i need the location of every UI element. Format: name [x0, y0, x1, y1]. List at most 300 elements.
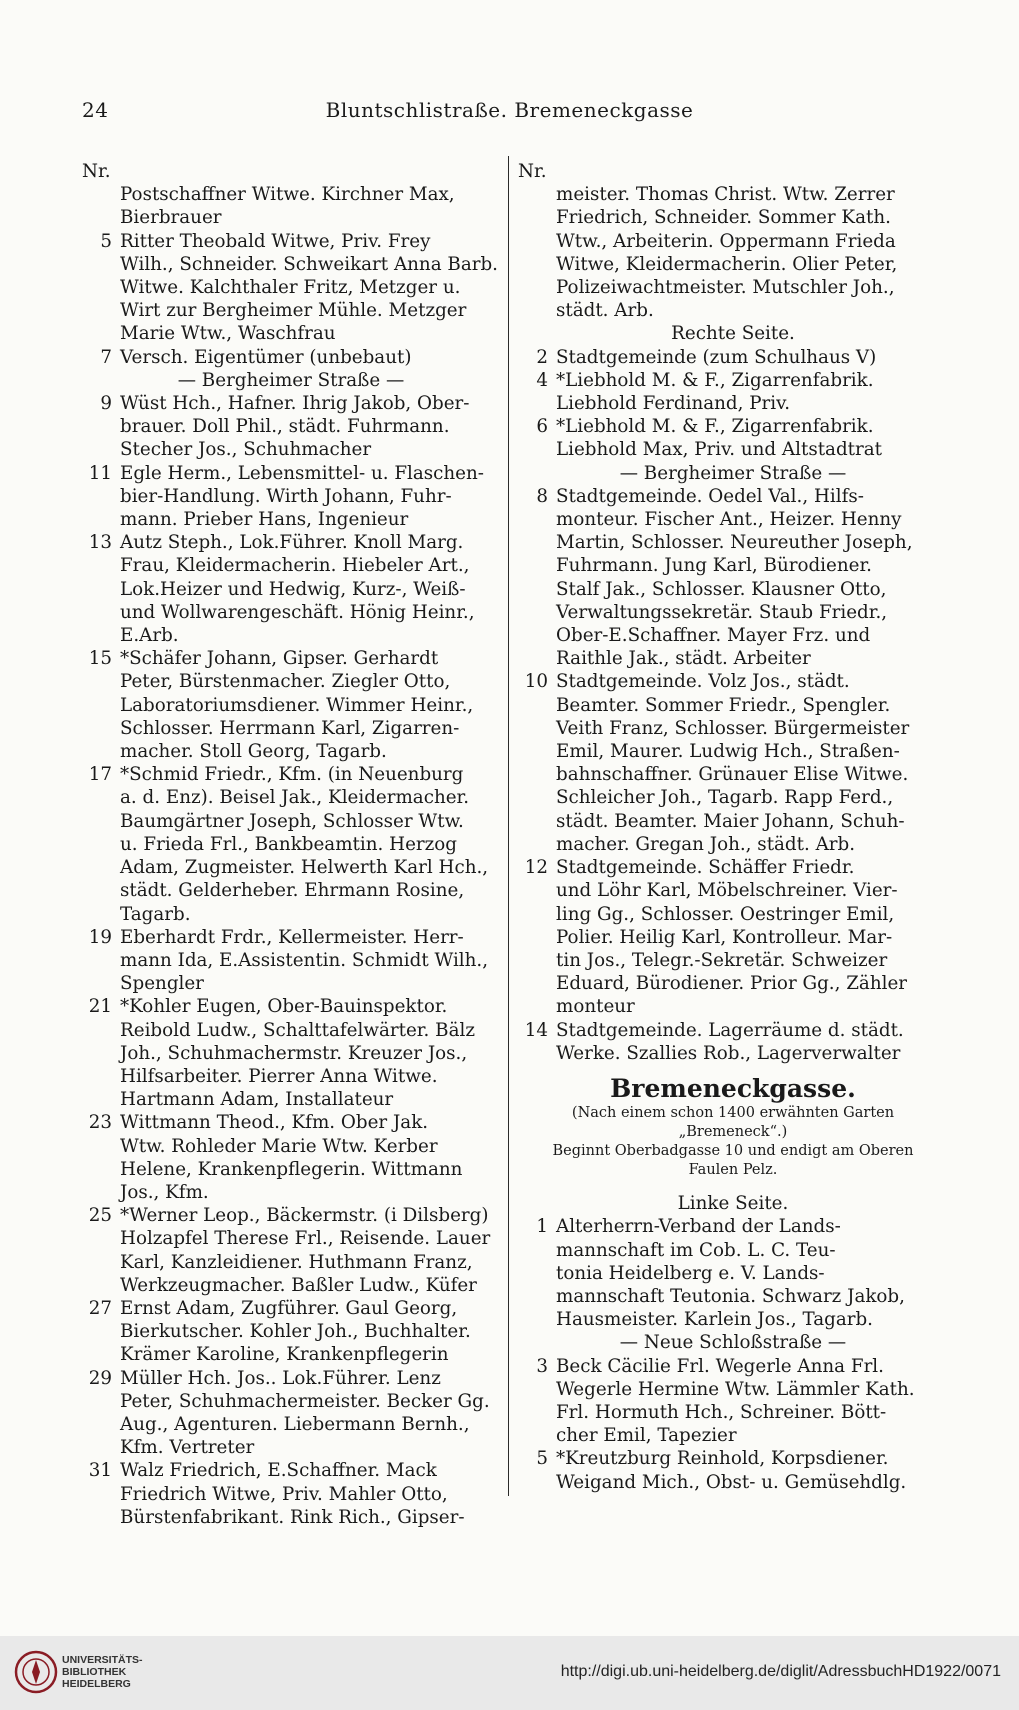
entry-text: Wilh., Schneider. Schweikart Anna Barb. [120, 253, 498, 275]
entry-text: Lok.Heizer und Hedwig, Kurz-, Weiß- [120, 578, 466, 600]
entry-text: und Wollwarengeschäft. Hönig Heinr., [120, 601, 475, 623]
entry-text: u. Frieda Frl., Bankbeamtin. Herzog [120, 833, 457, 855]
entry-line [82, 1274, 500, 1297]
section-heading: — Bergheimer Straße — [177, 369, 405, 391]
street-note-4: Faulen Pelz. [688, 1162, 778, 1179]
entry-text: Wüst Hch., Hafner. Ihrig Jakob, Ober- [120, 393, 470, 415]
entry-line [518, 810, 948, 833]
entry-text: städt. Beamter. Maier Johann, Schuh- [556, 810, 905, 832]
house-number: 25 [88, 1205, 112, 1227]
entry-line [518, 879, 948, 902]
house-number [518, 926, 556, 949]
entry-text: Stadtgemeinde (zum Schulhaus V) [556, 346, 877, 368]
entry-text: Reibold Ludw., Schalttafelwärter. Bälz [120, 1019, 475, 1041]
entry-line [82, 763, 500, 786]
house-number [518, 253, 556, 276]
entry-text: Hausmeister. Karlein Jos., Tagarb. [556, 1309, 873, 1331]
entry-text: Liebhold Max, Priv. und Altstadtrat [556, 439, 882, 461]
house-number [82, 1506, 120, 1529]
entry-line [518, 415, 948, 438]
entry-line [82, 183, 500, 206]
entry-text: Helene, Krankenpflegerin. Wittmann [120, 1158, 463, 1180]
house-number [82, 322, 120, 345]
entry-line [82, 438, 500, 461]
running-head: Bluntschlistraße. Bremeneckgasse [325, 98, 694, 122]
entry-text: Versch. Eigentümer (unbebaut) [120, 346, 412, 368]
house-number: 5 [100, 230, 112, 252]
page-number: 24 [82, 98, 109, 122]
entry-line [82, 531, 500, 554]
entry-line [518, 1378, 948, 1401]
entry-line [82, 810, 500, 833]
house-number [82, 578, 120, 601]
entry-text: Martin, Schlosser. Neureuther Joseph, [556, 532, 913, 554]
entry-text: Weigand Mich., Obst- u. Gemüsehdlg. [556, 1471, 907, 1493]
entry-line [518, 763, 948, 786]
entry-text: a. d. Enz). Beisel Jak., Kleidermacher. [120, 787, 470, 809]
street-note-3: Beginnt Oberbadgasse 10 und endigt am Oberen [552, 1143, 914, 1160]
entry-line [82, 1297, 500, 1320]
house-number: 13 [88, 532, 112, 554]
house-number [82, 624, 120, 647]
entry-line [82, 786, 500, 809]
entry-line [82, 903, 500, 926]
entry-text: *Kohler Eugen, Ober-Bauinspektor. [120, 996, 448, 1018]
left-column [82, 160, 500, 1529]
entry-line [518, 183, 948, 206]
house-number [82, 1065, 120, 1088]
house-number [518, 1239, 556, 1262]
house-number [82, 786, 120, 809]
entry-line [518, 485, 948, 508]
library-seal-icon [14, 1650, 58, 1694]
entry-text: Eduard, Bürodiener. Prior Gg., Zähler [556, 973, 908, 995]
entry-text: bier-Handlung. Wirth Johann, Fuhr- [120, 485, 452, 507]
house-number [82, 1274, 120, 1297]
entry-text: mann. Prieber Hans, Ingenieur [120, 509, 409, 531]
entry-text: Veith Franz, Schlosser. Bürgermeister [556, 717, 910, 739]
entry-text: Alterherrn-Verband der Lands- [556, 1216, 841, 1238]
house-number: 12 [524, 857, 548, 879]
entry-line [518, 392, 948, 415]
entry-line [518, 717, 948, 740]
entry-text: Raithle Jak., städt. Arbeiter [556, 648, 811, 670]
section-heading: Rechte Seite. [671, 323, 795, 345]
library-line: HEIDELBERG [62, 1678, 131, 1690]
house-number [82, 670, 120, 693]
house-number [82, 253, 120, 276]
entry-line [518, 438, 948, 461]
entry-text: Friedrich, Schneider. Sommer Kath. [556, 207, 891, 229]
entry-line [82, 1251, 500, 1274]
house-number: 14 [524, 1019, 548, 1041]
entry-line [82, 1111, 500, 1134]
house-number [82, 1251, 120, 1274]
house-number [518, 392, 556, 415]
entry-text: Stadtgemeinde. Oedel Val., Hilfs- [556, 485, 864, 507]
right-entries [518, 183, 948, 1065]
entry-line [518, 1285, 948, 1308]
entry-line [82, 1135, 500, 1158]
entry-line [518, 624, 948, 647]
entry-text: Krämer Karoline, Krankenpflegerin [120, 1344, 449, 1366]
entry-line [82, 554, 500, 577]
entry-text: Walz Friedrich, E.Schaffner. Mack [120, 1460, 437, 1482]
entry-line [82, 462, 500, 485]
entry-text: ling Gg., Schlosser. Oestringer Emil, [556, 903, 895, 925]
entry-text: städt. Gelderheber. Ehrmann Rosine, [120, 880, 465, 902]
entry-line [82, 1413, 500, 1436]
entry-text: cher Emil, Tapezier [556, 1425, 737, 1447]
entry-text: *Schmid Friedr., Kfm. (in Neuenburg [120, 764, 464, 786]
entry-line [82, 485, 500, 508]
house-number [82, 554, 120, 577]
entry-line [518, 972, 948, 995]
left-entries [82, 183, 500, 1529]
entry-text: Werke. Szallies Rob., Lagerverwalter [556, 1042, 901, 1064]
entry-line [82, 1065, 500, 1088]
entry-text: Witwe, Kleidermacherin. Olier Peter, [556, 253, 898, 275]
entry-line [82, 253, 500, 276]
entry-line [518, 554, 948, 577]
house-number: 23 [88, 1112, 112, 1134]
entry-text: E.Arb. [120, 625, 179, 647]
house-number: 6 [536, 416, 548, 438]
house-number: 9 [100, 393, 112, 415]
entry-text: und Löhr Karl, Möbelschreiner. Vier- [556, 880, 898, 902]
entry-text: Laboratoriumsdiener. Wimmer Heinr., [120, 694, 474, 716]
house-number: 27 [88, 1297, 112, 1319]
entry-line [518, 740, 948, 763]
house-number: 5 [536, 1448, 548, 1470]
house-number: 2 [536, 346, 548, 368]
entry-line [518, 578, 948, 601]
entry-line [518, 1424, 948, 1447]
footer-bar [0, 1636, 1019, 1710]
entry-line [518, 1019, 948, 1042]
house-number [518, 810, 556, 833]
street-note-1: (Nach einem schon 1400 erwähnten Garten [571, 1105, 895, 1122]
entry-text: Wirt zur Bergheimer Mühle. Metzger [120, 300, 467, 322]
entry-text: Jos., Kfm. [120, 1181, 209, 1203]
entry-text: Eberhardt Frdr., Kellermeister. Herr- [120, 926, 464, 948]
entry-line [82, 1181, 500, 1204]
house-number: 10 [524, 671, 548, 693]
entry-text: mann Ida, E.Assistentin. Schmidt Wilh., [120, 949, 489, 971]
nr-label: Nr. [82, 161, 111, 182]
house-number [518, 763, 556, 786]
house-number [82, 1019, 120, 1042]
house-number [82, 1042, 120, 1065]
entry-text: monteur. Fischer Ant., Heizer. Henny [556, 509, 902, 531]
entry-text: Müller Hch. Jos.. Lok.Führer. Lenz [120, 1367, 441, 1389]
house-number [518, 740, 556, 763]
entry-line [518, 253, 948, 276]
section-heading: — Bergheimer Straße — [619, 462, 847, 484]
entry-text: *Werner Leop., Bäckermstr. (i Dilsberg) [120, 1205, 489, 1227]
entry-text: tonia Heidelberg e. V. Lands- [556, 1262, 825, 1284]
library-line: BIBLIOTHEK [62, 1666, 127, 1678]
entry-line [518, 949, 948, 972]
entry-text: Peter, Schuhmachermeister. Becker Gg. [120, 1390, 490, 1412]
entry-line [82, 1506, 500, 1529]
entry-line [82, 601, 500, 624]
entry-line [518, 995, 948, 1018]
entry-text: Bierkutscher. Kohler Joh., Buchhalter. [120, 1321, 471, 1343]
house-number [82, 438, 120, 461]
entry-text: Polier. Heilig Karl, Kontrolleur. Mar- [556, 926, 893, 948]
entry-text: Marie Wtw., Waschfrau [120, 323, 336, 345]
entry-line [82, 1390, 500, 1413]
house-number [518, 1308, 556, 1331]
entry-line [82, 346, 500, 369]
house-number: 4 [536, 369, 548, 391]
house-number: 11 [88, 462, 112, 484]
house-number [82, 206, 120, 229]
house-number [518, 833, 556, 856]
entry-line [82, 1459, 500, 1482]
entry-line [82, 276, 500, 299]
entry-line [82, 1019, 500, 1042]
entry-text: *Kreutzburg Reinhold, Korpsdiener. [556, 1448, 889, 1470]
house-number: 8 [536, 485, 548, 507]
entry-line [82, 230, 500, 253]
house-number [518, 601, 556, 624]
entry-line [518, 903, 948, 926]
house-number [518, 624, 556, 647]
entry-text: Postschaffner Witwe. Kirchner Max, [120, 184, 455, 206]
house-number [82, 694, 120, 717]
entry-text: Liebhold Ferdinand, Priv. [556, 393, 791, 415]
house-number: 7 [100, 346, 112, 368]
entry-line [82, 647, 500, 670]
house-number [82, 810, 120, 833]
house-number [518, 183, 556, 206]
house-number [82, 856, 120, 879]
house-number [82, 1483, 120, 1506]
house-number: 3 [536, 1355, 548, 1377]
house-number [82, 183, 120, 206]
house-number [82, 415, 120, 438]
entry-text: mannschaft Teutonia. Schwarz Jakob, [556, 1285, 905, 1307]
house-number [518, 438, 556, 461]
entry-line [82, 1158, 500, 1181]
entry-line [82, 508, 500, 531]
house-number [82, 485, 120, 508]
library-name [62, 1654, 143, 1690]
house-number: 19 [88, 926, 112, 948]
entry-line [82, 624, 500, 647]
entry-line [518, 856, 948, 879]
entry-line [518, 1401, 948, 1424]
entry-text: Schleicher Joh., Tagarb. Rapp Ferd., [556, 787, 894, 809]
entry-text: Beck Cäcilie Frl. Wegerle Anna Frl. [556, 1355, 884, 1377]
entry-line [518, 647, 948, 670]
house-number [518, 1424, 556, 1447]
entry-text: Kfm. Vertreter [120, 1437, 255, 1459]
house-number [518, 972, 556, 995]
entry-line [82, 926, 500, 949]
entry-line [82, 1343, 500, 1366]
source-url-link[interactable]: http://digi.ub.uni-heidelberg.de/diglit/AdressbuchHD1922/0071 [560, 1663, 1001, 1680]
house-number [82, 833, 120, 856]
house-number [82, 1135, 120, 1158]
entry-line [518, 230, 948, 253]
entry-line [518, 1471, 948, 1494]
entry-text: Hilfsarbeiter. Pierrer Anna Witwe. [120, 1065, 438, 1087]
house-number [82, 879, 120, 902]
house-number [518, 949, 556, 972]
entry-line [518, 369, 948, 392]
entry-line [518, 346, 948, 369]
house-number [518, 276, 556, 299]
entry-text: *Schäfer Johann, Gipser. Gerhardt [120, 648, 439, 670]
house-number: 29 [88, 1367, 112, 1389]
entry-text: Stalf Jak., Schlosser. Klausner Otto, [556, 578, 887, 600]
entry-text: Schlosser. Herrmann Karl, Zigarren- [120, 717, 460, 739]
entry-line [518, 1215, 948, 1238]
house-number [518, 786, 556, 809]
house-number [82, 1390, 120, 1413]
entry-text: Peter, Bürstenmacher. Ziegler Otto, [120, 671, 451, 693]
entry-text: tin Jos., Telegr.-Sekretär. Schweizer [556, 949, 888, 971]
house-number [518, 206, 556, 229]
entry-text: Stadtgemeinde. Schäffer Friedr. [556, 857, 855, 879]
house-number [518, 299, 556, 322]
entry-text: *Liebhold M. & F., Zigarrenfabrik. [556, 416, 874, 438]
house-number [518, 1378, 556, 1401]
entry-line [518, 1308, 948, 1331]
section-heading: — Neue Schloßstraße — [619, 1332, 847, 1354]
entry-text: Bierbrauer [120, 207, 222, 229]
house-number [82, 1436, 120, 1459]
entry-text: Karl, Kanzleidiener. Huthmann Franz, [120, 1251, 473, 1273]
entry-line [82, 879, 500, 902]
entry-text: Autz Steph., Lok.Führer. Knoll Marg. [120, 532, 464, 554]
entry-line [82, 392, 500, 415]
house-number [518, 531, 556, 554]
entry-line [82, 717, 500, 740]
entry-text: Egle Herm., Lebensmittel- u. Flaschen- [120, 462, 484, 484]
entry-text: Friedrich Witwe, Priv. Mahler Otto, [120, 1483, 448, 1505]
entry-line [82, 1367, 500, 1390]
entry-line [518, 531, 948, 554]
entry-text: Emil, Maurer. Ludwig Hch., Straßen- [556, 741, 900, 763]
entry-line [82, 694, 500, 717]
right-column [518, 160, 948, 1494]
column-divider [508, 156, 509, 1496]
entry-line [82, 740, 500, 763]
entry-line [82, 1227, 500, 1250]
entry-text: macher. Stoll Georg, Tagarb. [120, 741, 387, 763]
entry-text: Ernst Adam, Zugführer. Gaul Georg, [120, 1297, 458, 1319]
entry-line [82, 1042, 500, 1065]
entry-text: Ober-E.Schaffner. Mayer Frz. und [556, 625, 871, 647]
entry-text: Wittmann Theod., Kfm. Ober Jak. [120, 1112, 429, 1134]
street-block [518, 1073, 948, 1215]
entry-line [82, 1483, 500, 1506]
house-number [518, 903, 556, 926]
entry-line [518, 601, 948, 624]
entry-line [518, 1042, 948, 1065]
entry-line [518, 786, 948, 809]
entry-line [82, 1088, 500, 1111]
entry-text: Ritter Theobald Witwe, Priv. Frey [120, 230, 431, 252]
entry-line [82, 1320, 500, 1343]
house-number [82, 972, 120, 995]
house-number [518, 230, 556, 253]
entry-line [82, 833, 500, 856]
house-number [518, 879, 556, 902]
house-number [518, 1285, 556, 1308]
house-number: 21 [88, 996, 112, 1018]
entry-text: meister. Thomas Christ. Wtw. Zerrer [556, 184, 895, 206]
entry-text: Wegerle Hermine Wtw. Lämmler Kath. [556, 1378, 915, 1400]
house-number [82, 1088, 120, 1111]
house-number [82, 1181, 120, 1204]
street-entries [518, 1215, 948, 1493]
entry-text: Stecher Jos., Schuhmacher [120, 439, 372, 461]
house-number [82, 1343, 120, 1366]
house-number [518, 554, 556, 577]
entry-text: bahnschaffner. Grünauer Elise Witwe. [556, 764, 909, 786]
entry-line [82, 1204, 500, 1227]
house-number [82, 1158, 120, 1181]
entry-line [518, 1355, 948, 1378]
entry-line [82, 995, 500, 1018]
entry-line [518, 926, 948, 949]
entry-line [518, 1239, 948, 1262]
entry-line [82, 670, 500, 693]
entry-line [518, 670, 948, 693]
house-number [518, 995, 556, 1018]
house-number [82, 508, 120, 531]
entry-text: städt. Arb. [556, 300, 654, 322]
entry-line [82, 856, 500, 879]
entry-line [82, 415, 500, 438]
entry-text: Wtw. Rohleder Marie Wtw. Kerber [120, 1135, 438, 1157]
entry-line [518, 276, 948, 299]
entry-text: monteur [556, 996, 635, 1018]
entry-line [518, 833, 948, 856]
house-number [82, 601, 120, 624]
entry-text: Aug., Agenturen. Liebermann Bernh., [120, 1413, 470, 1435]
entry-line [82, 206, 500, 229]
house-number [518, 717, 556, 740]
entry-line [518, 1262, 948, 1285]
house-number: 31 [88, 1460, 112, 1482]
entry-text: Adam, Zugmeister. Helwerth Karl Hch., [120, 857, 489, 879]
house-number [518, 508, 556, 531]
entry-line [82, 1436, 500, 1459]
house-number [518, 694, 556, 717]
entry-line [82, 299, 500, 322]
entry-text: Joh., Schuhmachermstr. Kreuzer Jos., [120, 1042, 468, 1064]
house-number: 1 [536, 1216, 548, 1238]
entry-text: brauer. Doll Phil., städt. Fuhrmann. [120, 416, 450, 438]
house-number [518, 1401, 556, 1424]
entry-text: mannschaft im Cob. L. C. Teu- [556, 1239, 836, 1261]
house-number [518, 578, 556, 601]
house-number [82, 1413, 120, 1436]
entry-text: Baumgärtner Joseph, Schlosser Wtw. [120, 810, 464, 832]
entry-text: Wtw., Arbeiterin. Oppermann Frieda [556, 230, 896, 252]
entry-text: Frau, Kleidermacherin. Hiebeler Art., [120, 555, 470, 577]
entry-text: *Liebhold M. & F., Zigarrenfabrik. [556, 369, 874, 391]
entry-text: Frl. Hormuth Hch., Schreiner. Bött- [556, 1401, 887, 1423]
entry-text: Holzapfel Therese Frl., Reisende. Lauer [120, 1228, 491, 1250]
house-number [518, 647, 556, 670]
